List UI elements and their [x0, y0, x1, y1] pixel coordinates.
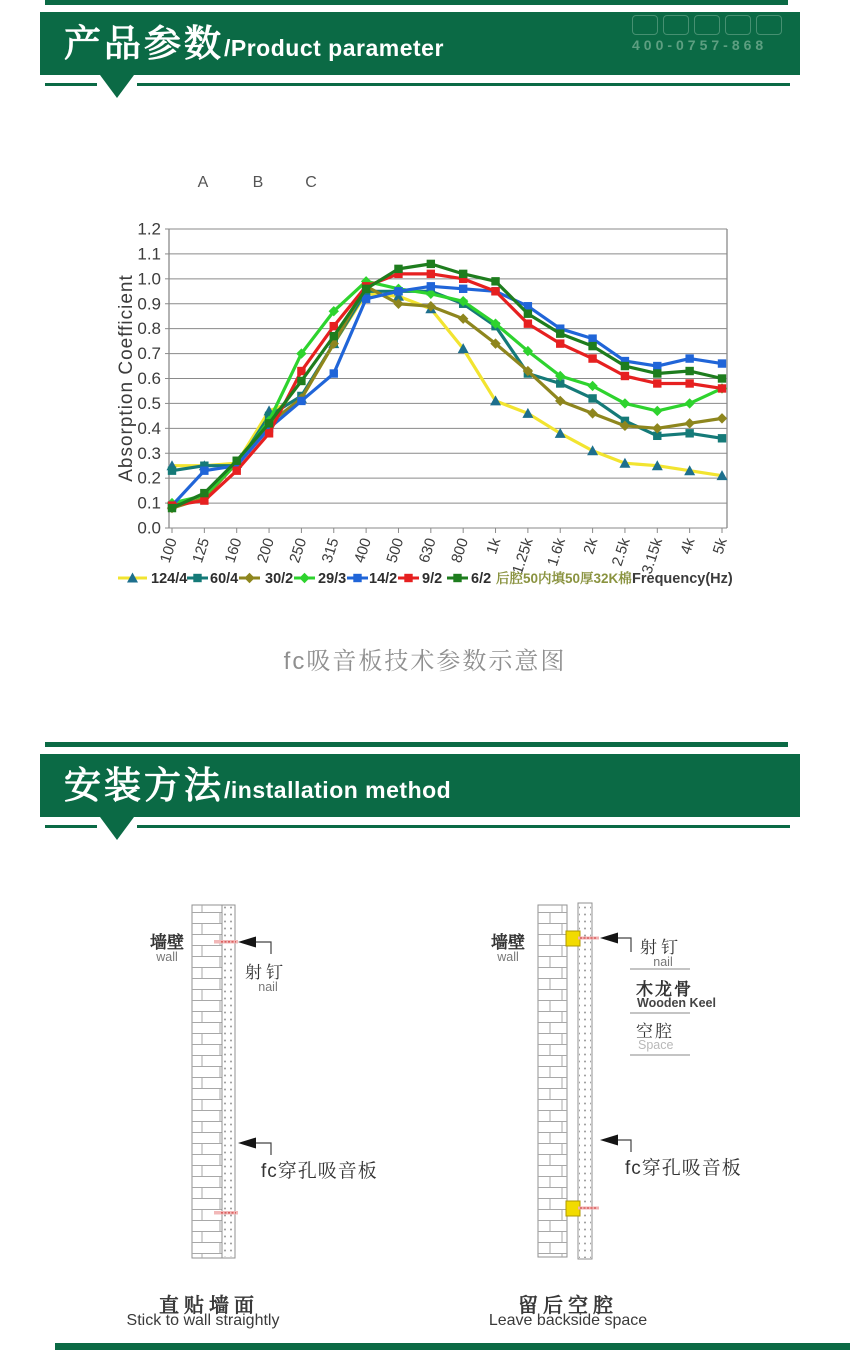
wooden-keel-block-top — [566, 931, 580, 946]
nail-label-cn: 射钉 — [245, 963, 287, 982]
header2-under-rule-left — [45, 825, 97, 828]
svg-text:C: C — [305, 174, 317, 191]
svg-text:250: 250 — [286, 535, 311, 566]
left-caption-cn: 直贴墙面 — [159, 1295, 259, 1317]
svg-text:29/3: 29/3 — [318, 571, 347, 587]
svg-text:0.0: 0.0 — [137, 518, 161, 538]
left-caption-en: Stick to wall straightly — [126, 1312, 280, 1329]
svg-text:1.0: 1.0 — [137, 269, 161, 289]
svg-text:后腔50内填50厚32K棉: 后腔50内填50厚32K棉 — [496, 571, 632, 586]
nail-label-cn: 射钉 — [640, 938, 682, 957]
svg-text:160: 160 — [221, 535, 246, 566]
keel-label-cn: 木龙骨 — [636, 980, 693, 999]
space-label-en: Space — [638, 1038, 674, 1052]
header-pointer-triangle — [100, 75, 134, 98]
wall-label-en: wall — [497, 950, 519, 964]
svg-text:4k: 4k — [677, 535, 699, 557]
svg-text:2.5k: 2.5k — [608, 535, 634, 569]
svg-text:100: 100 — [156, 535, 181, 566]
right-caption-en: Leave backside space — [488, 1312, 648, 1329]
svg-text:315: 315 — [318, 535, 343, 566]
arrow-to-nail — [238, 937, 256, 948]
header2-top-rule — [45, 742, 788, 747]
svg-text:400: 400 — [351, 535, 375, 566]
bottom-rule — [55, 1343, 850, 1350]
svg-text:0.1: 0.1 — [137, 493, 161, 513]
header-top-rule — [45, 0, 788, 5]
header2-title-cn: 安装方法 — [64, 765, 224, 806]
watermark — [632, 15, 782, 53]
svg-text:1.25k: 1.25k — [509, 535, 537, 577]
svg-text:30/2: 30/2 — [265, 571, 294, 587]
svg-text:1k: 1k — [483, 535, 505, 557]
svg-text:Absorption Coefficient: Absorption Coefficient — [116, 274, 137, 482]
header-under-rule-left — [45, 83, 97, 86]
svg-text:9/2: 9/2 — [422, 571, 443, 587]
wooden-keel-block-bottom — [566, 1201, 580, 1216]
arrow-to-panel — [600, 1135, 618, 1146]
wall-label-cn: 墙壁 — [491, 933, 525, 952]
header-title-en: /Product parameter — [224, 35, 444, 61]
right-caption-cn: 留后空腔 — [518, 1295, 618, 1317]
arrow-to-nail — [600, 933, 618, 944]
svg-text:0.8: 0.8 — [137, 319, 161, 339]
header2-title-en: /installation method — [224, 777, 452, 803]
svg-text:1.1: 1.1 — [137, 244, 161, 264]
svg-text:0.9: 0.9 — [137, 294, 161, 314]
svg-text:A: A — [197, 174, 209, 191]
svg-text:6/2: 6/2 — [471, 571, 492, 587]
svg-text:60/4: 60/4 — [210, 571, 239, 587]
svg-text:3.15k: 3.15k — [638, 535, 667, 577]
wall-label-en: wall — [156, 950, 178, 964]
wall-label-cn: 墙壁 — [150, 933, 184, 952]
svg-text:125: 125 — [189, 535, 214, 566]
header-installation-method — [40, 754, 800, 817]
space-label-cn: 空腔 — [636, 1022, 674, 1041]
header-under-rule-right — [137, 83, 790, 86]
svg-text:14/2: 14/2 — [369, 571, 398, 587]
header-title-cn: 产品参数 — [64, 23, 224, 64]
svg-text:800: 800 — [448, 535, 472, 566]
svg-text:0.4: 0.4 — [137, 418, 161, 438]
keel-label-en: Wooden Keel — [637, 996, 716, 1010]
watermark-logo — [632, 15, 782, 35]
svg-text:0.7: 0.7 — [137, 344, 161, 364]
panel-label: fc穿孔吸音板 — [261, 1161, 378, 1182]
svg-text:630: 630 — [415, 535, 440, 566]
svg-text:124/4: 124/4 — [151, 571, 188, 587]
watermark-phone: 400-0757-868 — [632, 37, 768, 53]
svg-text:200: 200 — [253, 535, 278, 566]
svg-text:5k: 5k — [709, 535, 731, 557]
svg-text:2k: 2k — [580, 535, 602, 557]
svg-text:1.2: 1.2 — [137, 219, 161, 239]
svg-text:0.3: 0.3 — [137, 443, 161, 463]
header2-title — [64, 755, 451, 809]
arrow-to-panel — [238, 1138, 256, 1149]
header2-pointer-triangle — [100, 817, 134, 840]
panel-label: fc穿孔吸音板 — [625, 1158, 742, 1179]
header2-under-rule-right — [137, 825, 790, 828]
svg-text:0.2: 0.2 — [137, 468, 161, 488]
svg-text:500: 500 — [383, 535, 408, 566]
nail-label-en: nail — [653, 955, 673, 969]
svg-text:Frequency(Hz): Frequency(Hz) — [632, 571, 733, 587]
nail-label-en: nail — [258, 980, 278, 994]
chart-caption: fc吸音板技术参数示意图 — [283, 648, 567, 675]
svg-text:0.5: 0.5 — [137, 393, 161, 413]
svg-text:B: B — [252, 174, 264, 191]
svg-text:1.6k: 1.6k — [544, 535, 570, 569]
header-title — [64, 13, 444, 67]
absorption-chart — [60, 160, 790, 620]
svg-text:0.6: 0.6 — [137, 369, 161, 388]
header-product-parameter — [40, 12, 800, 75]
installation-diagrams — [0, 890, 850, 1350]
